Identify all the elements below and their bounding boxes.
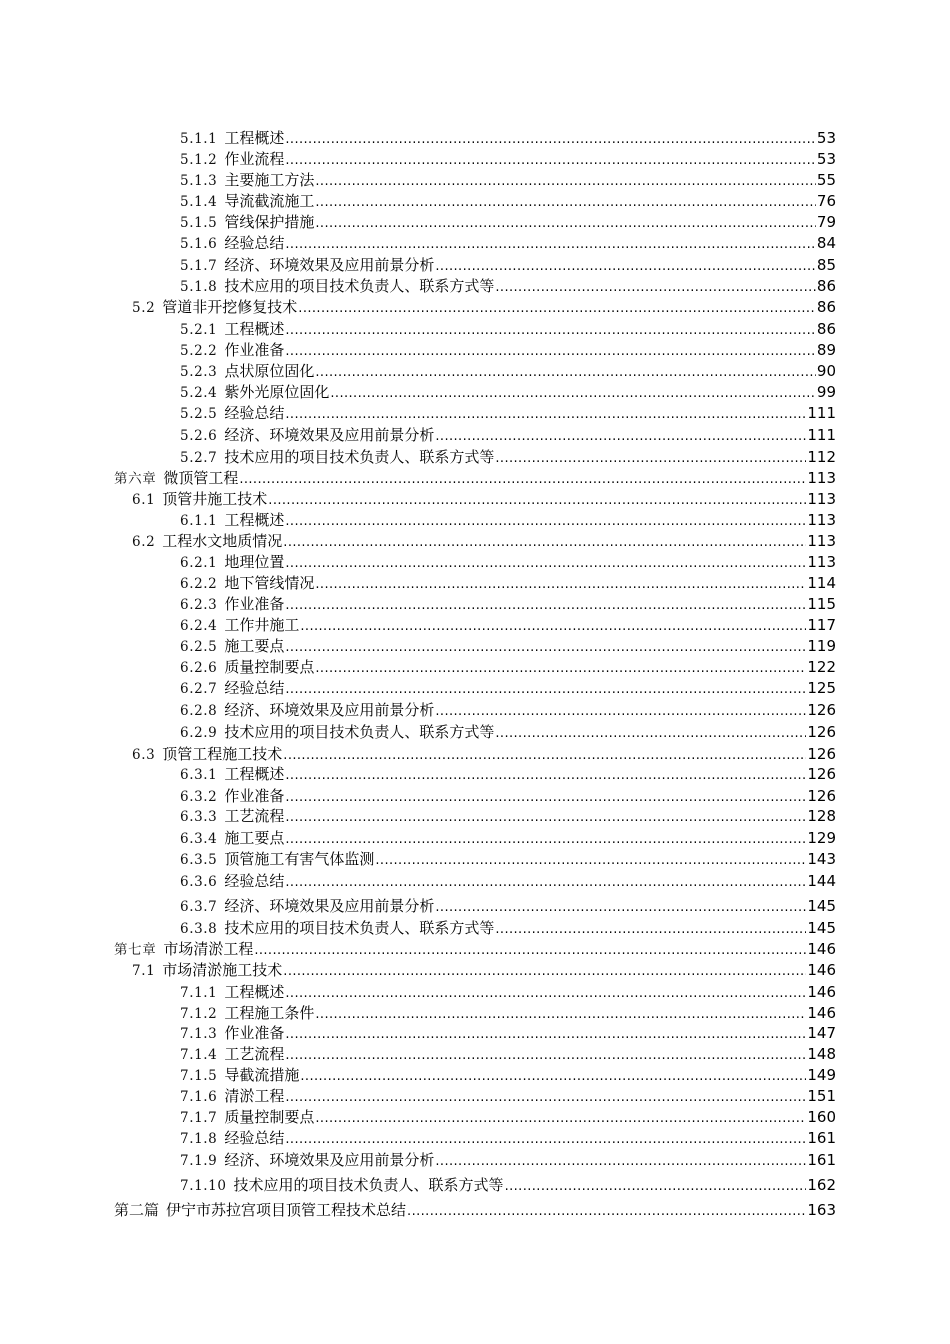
toc-entry[interactable] — [180, 679, 836, 698]
toc-entry[interactable] — [180, 341, 836, 360]
toc-leader-dots — [375, 851, 806, 870]
toc-entry-title: 技术应用的项目技术负责人、联系方式等 — [224, 448, 495, 466]
toc-leader-dots — [285, 788, 806, 807]
toc-leader-dots — [285, 680, 806, 699]
toc-leader-dots — [283, 746, 806, 765]
toc-entry-number: 7.1.9 — [180, 1153, 218, 1169]
toc-entry-page: 112 — [807, 448, 836, 466]
toc-leader-dots — [315, 575, 806, 594]
toc-leader-dots — [285, 1025, 806, 1044]
toc-entry[interactable] — [180, 234, 836, 253]
toc-entry-page: 113 — [807, 511, 836, 529]
toc-entry-page: 79 — [816, 213, 836, 231]
toc-entry-number: 5.1.6 — [180, 236, 218, 252]
toc-entry-number: 5.1.7 — [180, 258, 218, 274]
toc-entry-title: 导流截流施工 — [224, 192, 315, 210]
toc-entry[interactable] — [180, 383, 836, 402]
toc-leader-dots — [435, 898, 806, 917]
toc-entry-page: 149 — [807, 1066, 836, 1084]
toc-leader-dots — [495, 724, 806, 743]
toc-entry-page: 125 — [807, 679, 836, 697]
toc-entry-page: 113 — [807, 532, 836, 550]
toc-entry-number: 第六章 — [114, 471, 157, 487]
toc-entry[interactable] — [180, 829, 836, 848]
toc-entry-page: 126 — [807, 745, 836, 763]
toc-entry-page: 53 — [816, 129, 836, 147]
toc-entry[interactable] — [180, 658, 836, 677]
toc-entry-page: 145 — [807, 897, 836, 915]
toc-entry-title: 经济、环境效果及应用前景分析 — [224, 256, 435, 274]
toc-leader-dots — [315, 1109, 806, 1128]
toc-entry-number: 7.1 — [132, 963, 156, 979]
toc-entry-page: 129 — [807, 829, 836, 847]
toc-entry[interactable] — [180, 192, 836, 211]
toc-entry[interactable] — [180, 553, 836, 572]
toc-entry-number: 7.1.7 — [180, 1110, 218, 1126]
toc-entry-page: 162 — [807, 1176, 836, 1194]
toc-entry-number: 6.3.1 — [180, 767, 218, 783]
toc-leader-dots — [315, 363, 816, 382]
toc-leader-dots — [285, 766, 806, 785]
toc-leader-dots — [285, 342, 816, 361]
toc-entry-number: 6.2.1 — [180, 555, 218, 571]
toc-leader-dots — [407, 1202, 806, 1221]
toc-leader-dots — [435, 1152, 806, 1171]
toc-entry-page: 117 — [807, 616, 836, 634]
toc-entry[interactable] — [180, 404, 836, 423]
toc-leader-dots — [505, 1177, 807, 1196]
toc-entry-title: 作业准备 — [224, 341, 285, 359]
toc-entry-number: 6.2 — [132, 534, 156, 550]
toc-entry-page: 86 — [816, 277, 836, 295]
toc-leader-dots — [285, 1046, 806, 1065]
toc-entry-number: 6.2.9 — [180, 725, 218, 741]
toc-entry[interactable] — [180, 787, 836, 806]
toc-entry-page: 85 — [816, 256, 836, 274]
toc-entry-page: 128 — [807, 807, 836, 825]
toc-entry[interactable] — [180, 150, 836, 169]
toc-entry-title: 经验总结 — [224, 234, 285, 252]
toc-entry-page: 145 — [807, 919, 836, 937]
toc-entry-title: 经济、环境效果及应用前景分析 — [224, 1151, 435, 1169]
toc-leader-dots — [298, 299, 816, 318]
toc-entry-page: 76 — [816, 192, 836, 210]
toc-entry-title: 工程概述 — [224, 320, 285, 338]
toc-entry-page: 119 — [807, 637, 836, 655]
toc-entry-title: 施工要点 — [224, 637, 285, 655]
toc-leader-dots — [239, 470, 806, 489]
toc-entry[interactable] — [180, 1176, 836, 1195]
toc-entry-page: 126 — [807, 765, 836, 783]
toc-entry-page: 111 — [807, 426, 836, 444]
toc-entry[interactable] — [180, 213, 836, 232]
toc-entry-number: 5.2.4 — [180, 385, 218, 401]
toc-leader-dots — [283, 962, 806, 981]
toc-entry-title: 工程概述 — [224, 983, 285, 1001]
toc-entry-page: 90 — [816, 362, 836, 380]
toc-entry-number: 5.2.5 — [180, 406, 218, 422]
toc-entry-page: 114 — [807, 574, 836, 592]
toc-leader-dots — [435, 427, 806, 446]
toc-entry-title: 工程水文地质情况 — [162, 532, 283, 550]
toc-entry-number: 第七章 — [114, 942, 157, 958]
toc-entry-number: 7.1.4 — [180, 1047, 218, 1063]
toc-entry-title: 地下管线情况 — [224, 574, 315, 592]
toc-entry-number: 6.1.1 — [180, 513, 218, 529]
toc-entry-number: 6.2.8 — [180, 703, 218, 719]
toc-entry-title: 工作井施工 — [224, 616, 300, 634]
toc-entry[interactable] — [180, 511, 836, 530]
toc-entry-number: 第二篇 — [114, 1201, 160, 1219]
toc-entry-title: 工程施工条件 — [224, 1004, 315, 1022]
toc-leader-dots — [285, 830, 806, 849]
toc-entry[interactable] — [180, 1108, 836, 1127]
toc-entry-title: 经济、环境效果及应用前景分析 — [224, 701, 435, 719]
toc-entry-page: 113 — [807, 490, 836, 508]
toc-entry-number: 6.2.4 — [180, 618, 218, 634]
toc-leader-dots — [285, 235, 816, 254]
toc-leader-dots — [435, 702, 806, 721]
toc-entry-title: 作业准备 — [224, 1024, 285, 1042]
toc-entry-number: 6.2.3 — [180, 597, 218, 613]
toc-entry[interactable] — [180, 129, 836, 148]
toc-entry-page: 89 — [816, 341, 836, 359]
toc-entry-title: 微顶管工程 — [163, 469, 239, 487]
toc-entry-page: 161 — [807, 1151, 836, 1169]
toc-entry-number: 6.2.7 — [180, 681, 218, 697]
toc-leader-dots — [285, 554, 806, 573]
toc-entry-number: 7.1.6 — [180, 1089, 218, 1105]
toc-leader-dots — [285, 808, 806, 827]
toc-leader-dots — [283, 533, 806, 552]
toc-entry-page: 115 — [807, 595, 836, 613]
toc-entry[interactable] — [180, 171, 836, 190]
toc-entry-number: 6.2.5 — [180, 639, 218, 655]
toc-entry[interactable] — [180, 897, 836, 916]
toc-entry-number: 6.3.3 — [180, 809, 218, 825]
toc-leader-dots — [285, 1088, 806, 1107]
toc-entry[interactable] — [180, 1129, 836, 1148]
toc-leader-dots — [315, 214, 816, 233]
toc-entry-page: 160 — [807, 1108, 836, 1126]
toc-leader-dots — [285, 405, 806, 424]
toc-entry-page: 161 — [807, 1129, 836, 1147]
toc-entry[interactable] — [114, 1201, 836, 1220]
toc-entry-number: 5.1.2 — [180, 152, 218, 168]
toc-entry-page: 86 — [816, 320, 836, 338]
toc-entry-title: 伊宁市苏拉宫项目顶管工程技术总结 — [166, 1201, 407, 1219]
toc-entry-title: 经济、环境效果及应用前景分析 — [224, 897, 435, 915]
toc-entry[interactable] — [180, 765, 836, 784]
toc-entry[interactable] — [180, 616, 836, 635]
toc-entry-number: 7.1.10 — [180, 1178, 227, 1194]
toc-entry-title: 工程概述 — [224, 511, 285, 529]
toc-entry-title: 工艺流程 — [224, 807, 285, 825]
toc-entry[interactable] — [180, 256, 836, 275]
toc-entry-title: 技术应用的项目技术负责人、联系方式等 — [233, 1176, 504, 1194]
toc-entry-number: 6.3.4 — [180, 831, 218, 847]
toc-entry[interactable] — [180, 872, 836, 891]
toc-entry-number: 6.2.2 — [180, 576, 218, 592]
toc-entry[interactable] — [180, 277, 836, 296]
toc-entry-page: 146 — [807, 1004, 836, 1022]
toc-entry-title: 点状原位固化 — [224, 362, 315, 380]
toc-entry[interactable] — [180, 1004, 836, 1023]
toc-entry-number: 5.2.1 — [180, 322, 218, 338]
toc-entry[interactable] — [132, 745, 836, 764]
toc-leader-dots — [495, 278, 816, 297]
toc-entry-page: 99 — [816, 383, 836, 401]
toc-leader-dots — [300, 1067, 806, 1086]
toc-entry-title: 紫外光原位固化 — [224, 383, 330, 401]
toc-leader-dots — [285, 873, 806, 892]
toc-entry-title: 顶管施工有害气体监测 — [224, 850, 375, 868]
toc-entry-title: 经验总结 — [224, 872, 285, 890]
toc-entry-title: 工艺流程 — [224, 1045, 285, 1063]
toc-entry-title: 技术应用的项目技术负责人、联系方式等 — [224, 723, 495, 741]
toc-entry[interactable] — [180, 637, 836, 656]
toc-entry-number: 6.3.6 — [180, 874, 218, 890]
toc-entry-number: 6.2.6 — [180, 660, 218, 676]
toc-entry-page: 84 — [816, 234, 836, 252]
toc-entry-page: 146 — [807, 940, 836, 958]
toc-entry-title: 清淤工程 — [224, 1087, 285, 1105]
toc-entry-title: 管道非开挖修复技术 — [162, 298, 298, 316]
toc-entry-page: 143 — [807, 850, 836, 868]
toc-entry-title: 主要施工方法 — [224, 171, 315, 189]
toc-entry[interactable] — [180, 983, 836, 1002]
toc-entry-title: 经验总结 — [224, 1129, 285, 1147]
toc-entry[interactable] — [180, 1045, 836, 1064]
toc-entry[interactable] — [180, 574, 836, 593]
toc-entry-title: 顶管工程施工技术 — [162, 745, 283, 763]
toc-entry[interactable] — [180, 701, 836, 720]
toc-entry-title: 经济、环境效果及应用前景分析 — [224, 426, 435, 444]
toc-entry[interactable] — [132, 298, 836, 317]
toc-entry-number: 5.1.3 — [180, 173, 218, 189]
toc-entry-title: 工程概述 — [224, 765, 285, 783]
toc-leader-dots — [300, 617, 806, 636]
toc-entry-title: 技术应用的项目技术负责人、联系方式等 — [224, 919, 495, 937]
toc-entry-number: 6.3.8 — [180, 921, 218, 937]
toc-entry[interactable] — [180, 1066, 836, 1085]
toc-entry-title: 质量控制要点 — [224, 658, 315, 676]
toc-entry-page: 151 — [807, 1087, 836, 1105]
toc-entry-title: 顶管井施工技术 — [162, 490, 268, 508]
toc-entry-title: 施工要点 — [224, 829, 285, 847]
toc-entry-title: 地理位置 — [224, 553, 285, 571]
toc-entry-title: 经验总结 — [224, 404, 285, 422]
toc-entry-title: 导截流措施 — [224, 1066, 300, 1084]
toc-entry-title: 经验总结 — [224, 679, 285, 697]
toc-entry[interactable] — [180, 595, 836, 614]
toc-entry-page: 122 — [807, 658, 836, 676]
toc-leader-dots — [495, 920, 806, 939]
toc-entry-page: 53 — [816, 150, 836, 168]
toc-entry-title: 市场清淤施工技术 — [162, 961, 283, 979]
toc-entry-number: 7.1.2 — [180, 1006, 218, 1022]
toc-leader-dots — [254, 941, 806, 960]
toc-entry[interactable] — [180, 1024, 836, 1043]
toc-entry-number: 7.1.8 — [180, 1131, 218, 1147]
toc-entry-page: 144 — [807, 872, 836, 890]
toc-entry[interactable] — [180, 1151, 836, 1170]
toc-entry-number: 6.3.5 — [180, 852, 218, 868]
toc-entry[interactable] — [180, 807, 836, 826]
toc-entry[interactable] — [180, 723, 836, 742]
toc-entry-number: 6.3.2 — [180, 789, 218, 805]
toc-entry-title: 技术应用的项目技术负责人、联系方式等 — [224, 277, 495, 295]
toc-entry-title: 市场清淤工程 — [163, 940, 254, 958]
toc-entry-page: 113 — [807, 553, 836, 571]
toc-entry-page: 86 — [816, 298, 836, 316]
toc-entry[interactable] — [180, 426, 836, 445]
toc-entry-title: 作业准备 — [224, 595, 285, 613]
toc-leader-dots — [315, 659, 806, 678]
toc-entry-number: 5.1.8 — [180, 279, 218, 295]
toc-entry-number: 5.2.7 — [180, 450, 218, 466]
toc-entry-number: 5.1.4 — [180, 194, 218, 210]
toc-entry-number: 5.1.5 — [180, 215, 218, 231]
toc-entry-page: 126 — [807, 787, 836, 805]
toc-entry-title: 工程概述 — [224, 129, 285, 147]
toc-entry-number: 7.1.5 — [180, 1068, 218, 1084]
toc-entry-page: 163 — [807, 1201, 836, 1219]
toc-leader-dots — [285, 512, 806, 531]
toc-leader-dots — [285, 638, 806, 657]
toc-entry-number: 5.2.6 — [180, 428, 218, 444]
toc-entry-page: 111 — [807, 404, 836, 422]
toc-leader-dots — [285, 130, 816, 149]
toc-entry-number: 6.1 — [132, 492, 156, 508]
toc-entry-title: 质量控制要点 — [224, 1108, 315, 1126]
toc-entry[interactable] — [180, 850, 836, 869]
toc-leader-dots — [330, 384, 816, 403]
toc-entry[interactable] — [180, 320, 836, 339]
toc-entry-number: 6.3.7 — [180, 899, 218, 915]
toc-entry-page: 146 — [807, 961, 836, 979]
toc-entry-title: 作业流程 — [224, 150, 285, 168]
toc-entry[interactable] — [180, 1087, 836, 1106]
toc-leader-dots — [285, 151, 816, 170]
toc-entry-page: 148 — [807, 1045, 836, 1063]
toc-entry-number: 7.1.1 — [180, 985, 218, 1001]
toc-entry-page: 113 — [807, 469, 836, 487]
toc-entry-number: 5.2.2 — [180, 343, 218, 359]
toc-entry[interactable] — [180, 362, 836, 381]
toc-entry-number: 5.1.1 — [180, 131, 218, 147]
toc-entry-page: 146 — [807, 983, 836, 1001]
toc-leader-dots — [315, 1005, 806, 1024]
toc-leader-dots — [435, 257, 816, 276]
toc-entry-page: 55 — [816, 171, 836, 189]
toc-leader-dots — [315, 172, 816, 191]
toc-entry-number: 5.2 — [132, 300, 156, 316]
toc-entry[interactable] — [180, 448, 836, 467]
toc-entry-page: 126 — [807, 723, 836, 741]
toc-entry-number: 7.1.3 — [180, 1026, 218, 1042]
toc-leader-dots — [268, 491, 806, 510]
toc-entry-page: 147 — [807, 1024, 836, 1042]
toc-entry-title: 作业准备 — [224, 787, 285, 805]
toc-entry-number: 5.2.3 — [180, 364, 218, 380]
toc-entry[interactable] — [132, 490, 836, 509]
toc-leader-dots — [315, 193, 816, 212]
toc-leader-dots — [285, 1130, 806, 1149]
toc-entry[interactable] — [132, 961, 836, 980]
toc-entry[interactable] — [132, 532, 836, 551]
toc-leader-dots — [285, 596, 806, 615]
toc-entry-number: 6.3 — [132, 747, 156, 763]
toc-entry-page: 126 — [807, 701, 836, 719]
toc-entry[interactable] — [114, 469, 836, 488]
toc-entry-title: 管线保护措施 — [224, 213, 315, 231]
toc-entry[interactable] — [114, 940, 836, 959]
toc-leader-dots — [285, 321, 816, 340]
toc-leader-dots — [285, 984, 806, 1003]
toc-entry[interactable] — [180, 919, 836, 938]
toc-leader-dots — [495, 449, 806, 468]
